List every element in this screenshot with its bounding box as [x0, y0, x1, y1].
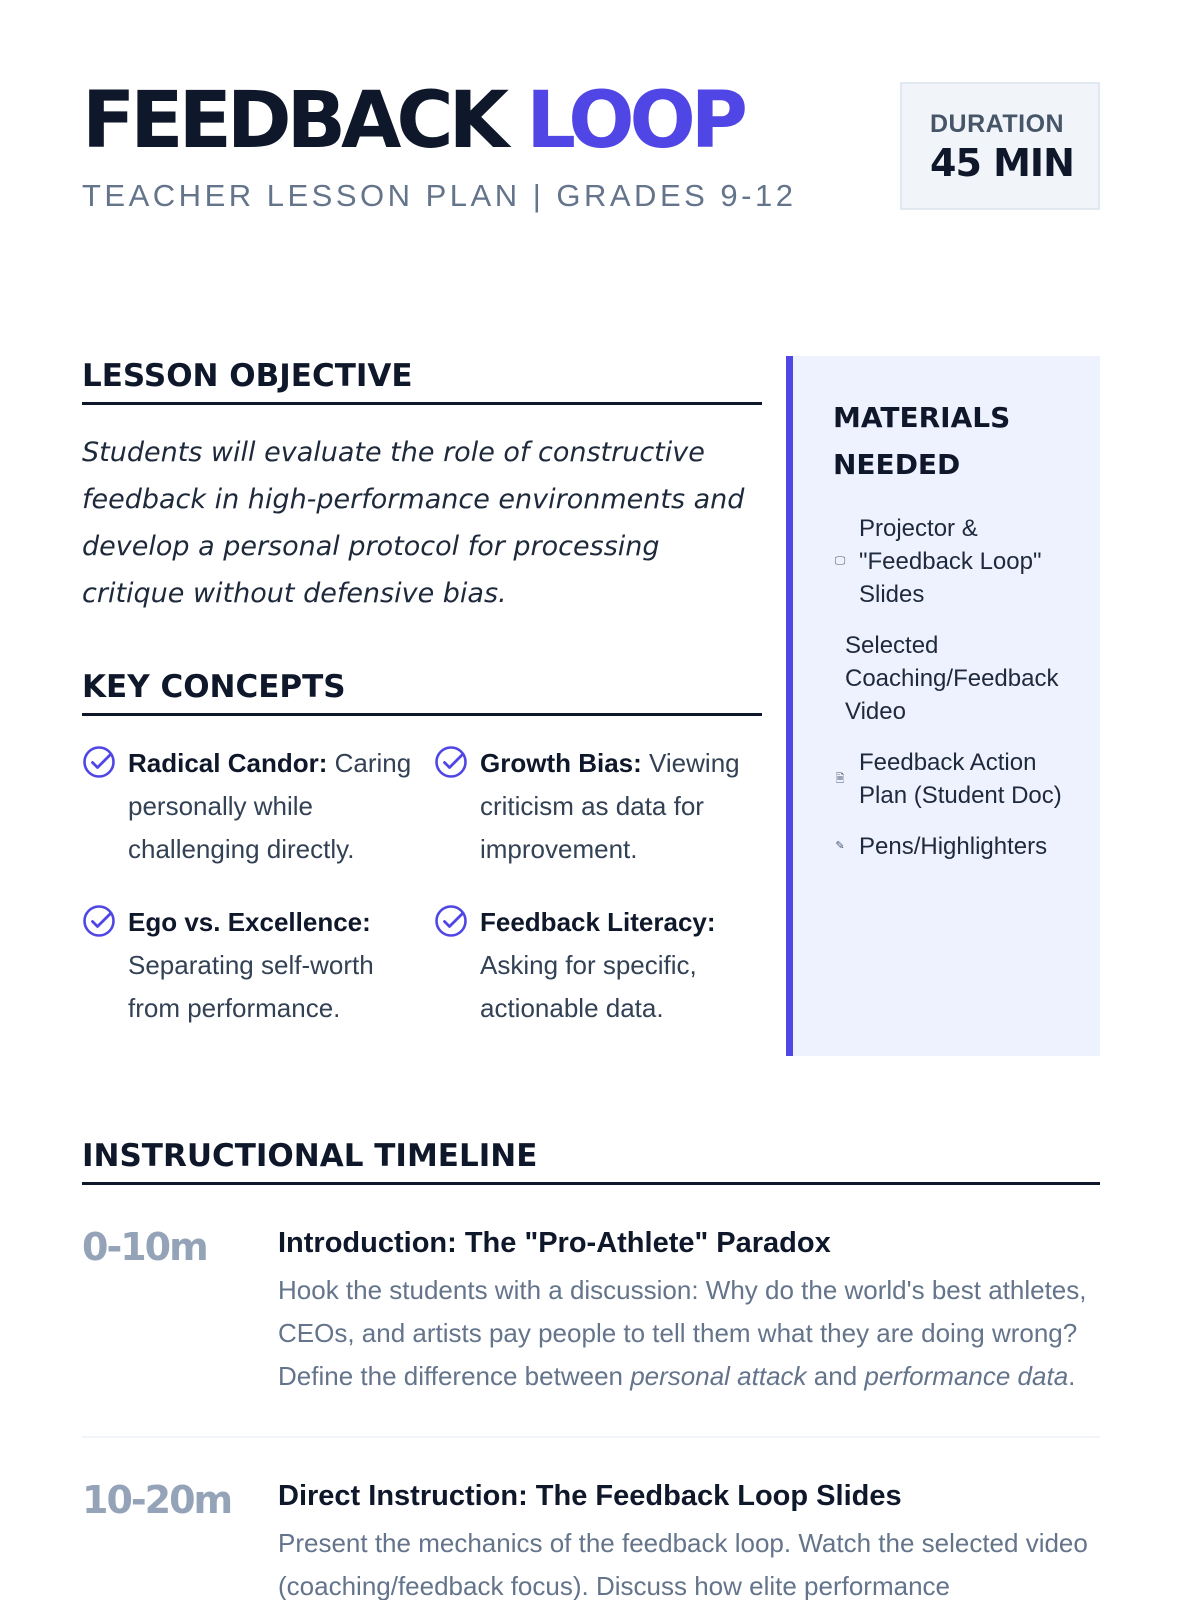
desc-text: Hook the students with a discussion: Why do the world's best athletes, CEOs, and artists pay people to tell them what they are doing wrong? Define the difference between — [278, 1275, 1087, 1391]
concept-item — [434, 742, 762, 871]
check-circle-icon — [434, 904, 468, 938]
concept-term: Growth Bias: — [480, 748, 642, 778]
timeline-description — [278, 1522, 1100, 1600]
timeline-time: 10-20m — [82, 1478, 232, 1522]
concept-text — [128, 742, 434, 871]
left-column — [82, 356, 762, 1030]
concept-text — [480, 742, 762, 871]
concept-description: Caring personally while challenging directly. — [128, 748, 412, 864]
top-area — [82, 356, 1100, 1056]
objective-text: Students will evaluate the role of constructive feedback in high-performance environments and develop a personal protocol for processing critique without defensive bias. — [82, 437, 745, 609]
timeline-item — [82, 1438, 1100, 1600]
check-circle-icon — [434, 745, 468, 779]
desc-text: and — [806, 1361, 865, 1391]
desc-emphasis: personal attack — [630, 1361, 807, 1391]
page-title — [82, 76, 743, 166]
concept-text — [128, 901, 434, 1030]
material-item — [833, 746, 1080, 812]
duration-value: 45 MIN — [930, 141, 1074, 185]
material-item — [833, 629, 1080, 728]
pen-icon: ✎ — [835, 840, 845, 852]
page-subtitle: TEACHER LESSON PLAN | GRADES 9-12 — [82, 178, 797, 213]
projector-icon: 🖵 — [834, 555, 846, 567]
concept-term: Radical Candor: — [128, 748, 328, 778]
desc-text: Present the mechanics of the feedback loop. Watch the selected video (coaching/feedback focus). Discuss how elite performance — [278, 1528, 1088, 1600]
document-icon: 🗎 — [835, 772, 845, 785]
desc-text: . — [1068, 1361, 1076, 1391]
materials-panel — [786, 356, 1100, 1056]
timeline-time: 0-10m — [82, 1225, 207, 1269]
concept-description: Separating self-worth from performance. — [128, 950, 374, 1023]
concept-text — [480, 901, 762, 1030]
concept-item — [434, 901, 762, 1030]
concept-term: Feedback Literacy: — [480, 907, 716, 937]
timeline-title: Direct Instruction: The Feedback Loop Slides — [278, 1480, 902, 1512]
timeline-heading: INSTRUCTIONAL TIMELINE — [82, 1136, 1100, 1185]
concept-item — [82, 901, 434, 1030]
material-label: Projector & "Feedback Loop" Slides — [859, 515, 1042, 608]
concept-term: Ego vs. Excellence: — [128, 907, 371, 937]
concept-description: Viewing criticism as data for improvement. — [480, 748, 740, 864]
timeline-item — [82, 1185, 1100, 1438]
title-accent: LOOP — [526, 76, 743, 166]
timeline-title: Introduction: The "Pro-Athlete" Paradox — [278, 1227, 831, 1259]
duration-label: DURATION — [930, 110, 1065, 138]
concept-description: Asking for specific, actionable data. — [480, 950, 697, 1023]
title-main: FEEDBACK — [82, 76, 505, 166]
check-circle-icon — [82, 745, 116, 779]
concepts-grid — [82, 742, 762, 1030]
material-item — [833, 512, 1080, 611]
check-circle-icon — [82, 904, 116, 938]
material-label: Pens/Highlighters — [859, 833, 1048, 860]
concepts-heading: KEY CONCEPTS — [82, 667, 762, 716]
header — [82, 76, 1100, 230]
concept-item — [82, 742, 434, 871]
material-label: Selected Coaching/Feedback Video — [845, 632, 1059, 725]
duration-box — [900, 82, 1100, 210]
objective-heading: LESSON OBJECTIVE — [82, 356, 762, 405]
desc-emphasis: performance data — [864, 1361, 1069, 1391]
materials-heading: MATERIALS NEEDED — [833, 401, 1011, 481]
materials-list — [833, 512, 1080, 863]
material-label: Feedback Action Plan (Student Doc) — [859, 749, 1062, 809]
timeline-description — [278, 1269, 1100, 1398]
material-item — [833, 830, 1080, 863]
